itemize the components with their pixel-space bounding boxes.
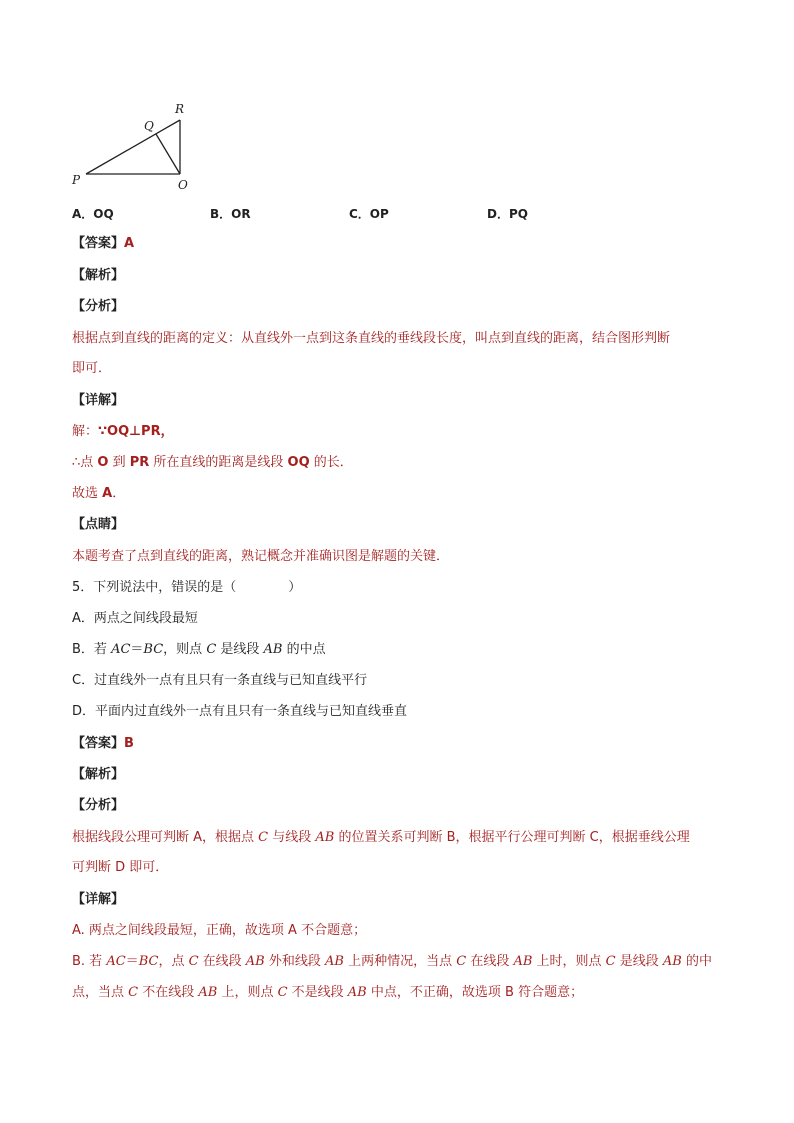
q5-detail-b-1: B. 若 AC＝BC，点 C 在线段 AB 外和线段 AB 上两种情况，当点 C 在线段 AB 上时，则点 C 是线段 AB 的中 [72, 954, 712, 969]
q4-detail-3: 故选 A． [72, 486, 126, 501]
q5-stem: 5．下列说法中，错误的是（ ） [72, 580, 302, 595]
label-q: Q [144, 119, 154, 133]
q5-option-c: C．过直线外一点有且只有一条直线与已知直线平行 [72, 673, 368, 688]
q4-jiexi-heading: 【解析】 [72, 268, 125, 283]
triangle-figure [64, 100, 204, 195]
q5-fenxi-heading: 【分析】 [72, 798, 125, 813]
q4-option-d: D．PQ [487, 207, 528, 221]
label-o: O [178, 178, 188, 192]
q4-fenxi-text-2: 即可． [72, 361, 112, 376]
segment-oq [156, 134, 180, 174]
q5-option-d: D．平面内过直线外一点有且只有一条直线与已知直线垂直 [72, 704, 408, 719]
q4-dianjing-heading: 【点睛】 [72, 517, 125, 532]
q4-option-a: A．OQ [72, 207, 114, 221]
q5-option-a: A．两点之间线段最短 [72, 611, 198, 626]
q5-fenxi-text-1: 根据线段公理可判断 A，根据点 C 与线段 AB 的位置关系可判断 B，根据平行公理可判断 C，根据垂线公理 [72, 830, 690, 845]
segment-pr [86, 120, 180, 174]
q4-option-b: B．OR [210, 207, 251, 221]
q5-jiexi-heading: 【解析】 [72, 767, 125, 782]
q4-xiangjie-heading: 【详解】 [72, 393, 125, 408]
q4-option-c: C．OP [349, 207, 389, 221]
q4-detail-1: 解：∵OQ⊥PR， [72, 424, 174, 439]
q5-detail-a: A. 两点之间线段最短，正确，故选项 A 不合题意； [72, 923, 367, 938]
q4-fenxi-text-1: 根据点到直线的距离的定义：从直线外一点到这条直线的垂线段长度，叫点到直线的距离，结合图形判断 [72, 331, 671, 346]
q5-option-b: B．若 AC＝BC，则点 C 是线段 AB 的中点 [72, 642, 326, 657]
q4-detail-2: ∴点 O 到 PR 所在直线的距离是线段 OQ 的长． [72, 455, 353, 470]
q4-answer: 【答案】A [72, 236, 135, 251]
q5-answer: 【答案】B [72, 736, 134, 751]
q5-xiangjie-heading: 【详解】 [72, 892, 125, 907]
q4-fenxi-heading: 【分析】 [72, 299, 125, 314]
q4-dianjing-text: 本题考查了点到直线的距离，熟记概念并准确识图是解题的关键． [72, 549, 450, 564]
q5-detail-b-2: 点，当点 C 不在线段 AB 上，则点 C 不是线段 AB 中点，不正确，故选项 B 符合题意； [72, 985, 584, 1000]
q5-fenxi-text-2: 可判断 D 即可． [72, 860, 169, 875]
label-r: R [175, 102, 185, 116]
label-p: P [72, 173, 81, 187]
